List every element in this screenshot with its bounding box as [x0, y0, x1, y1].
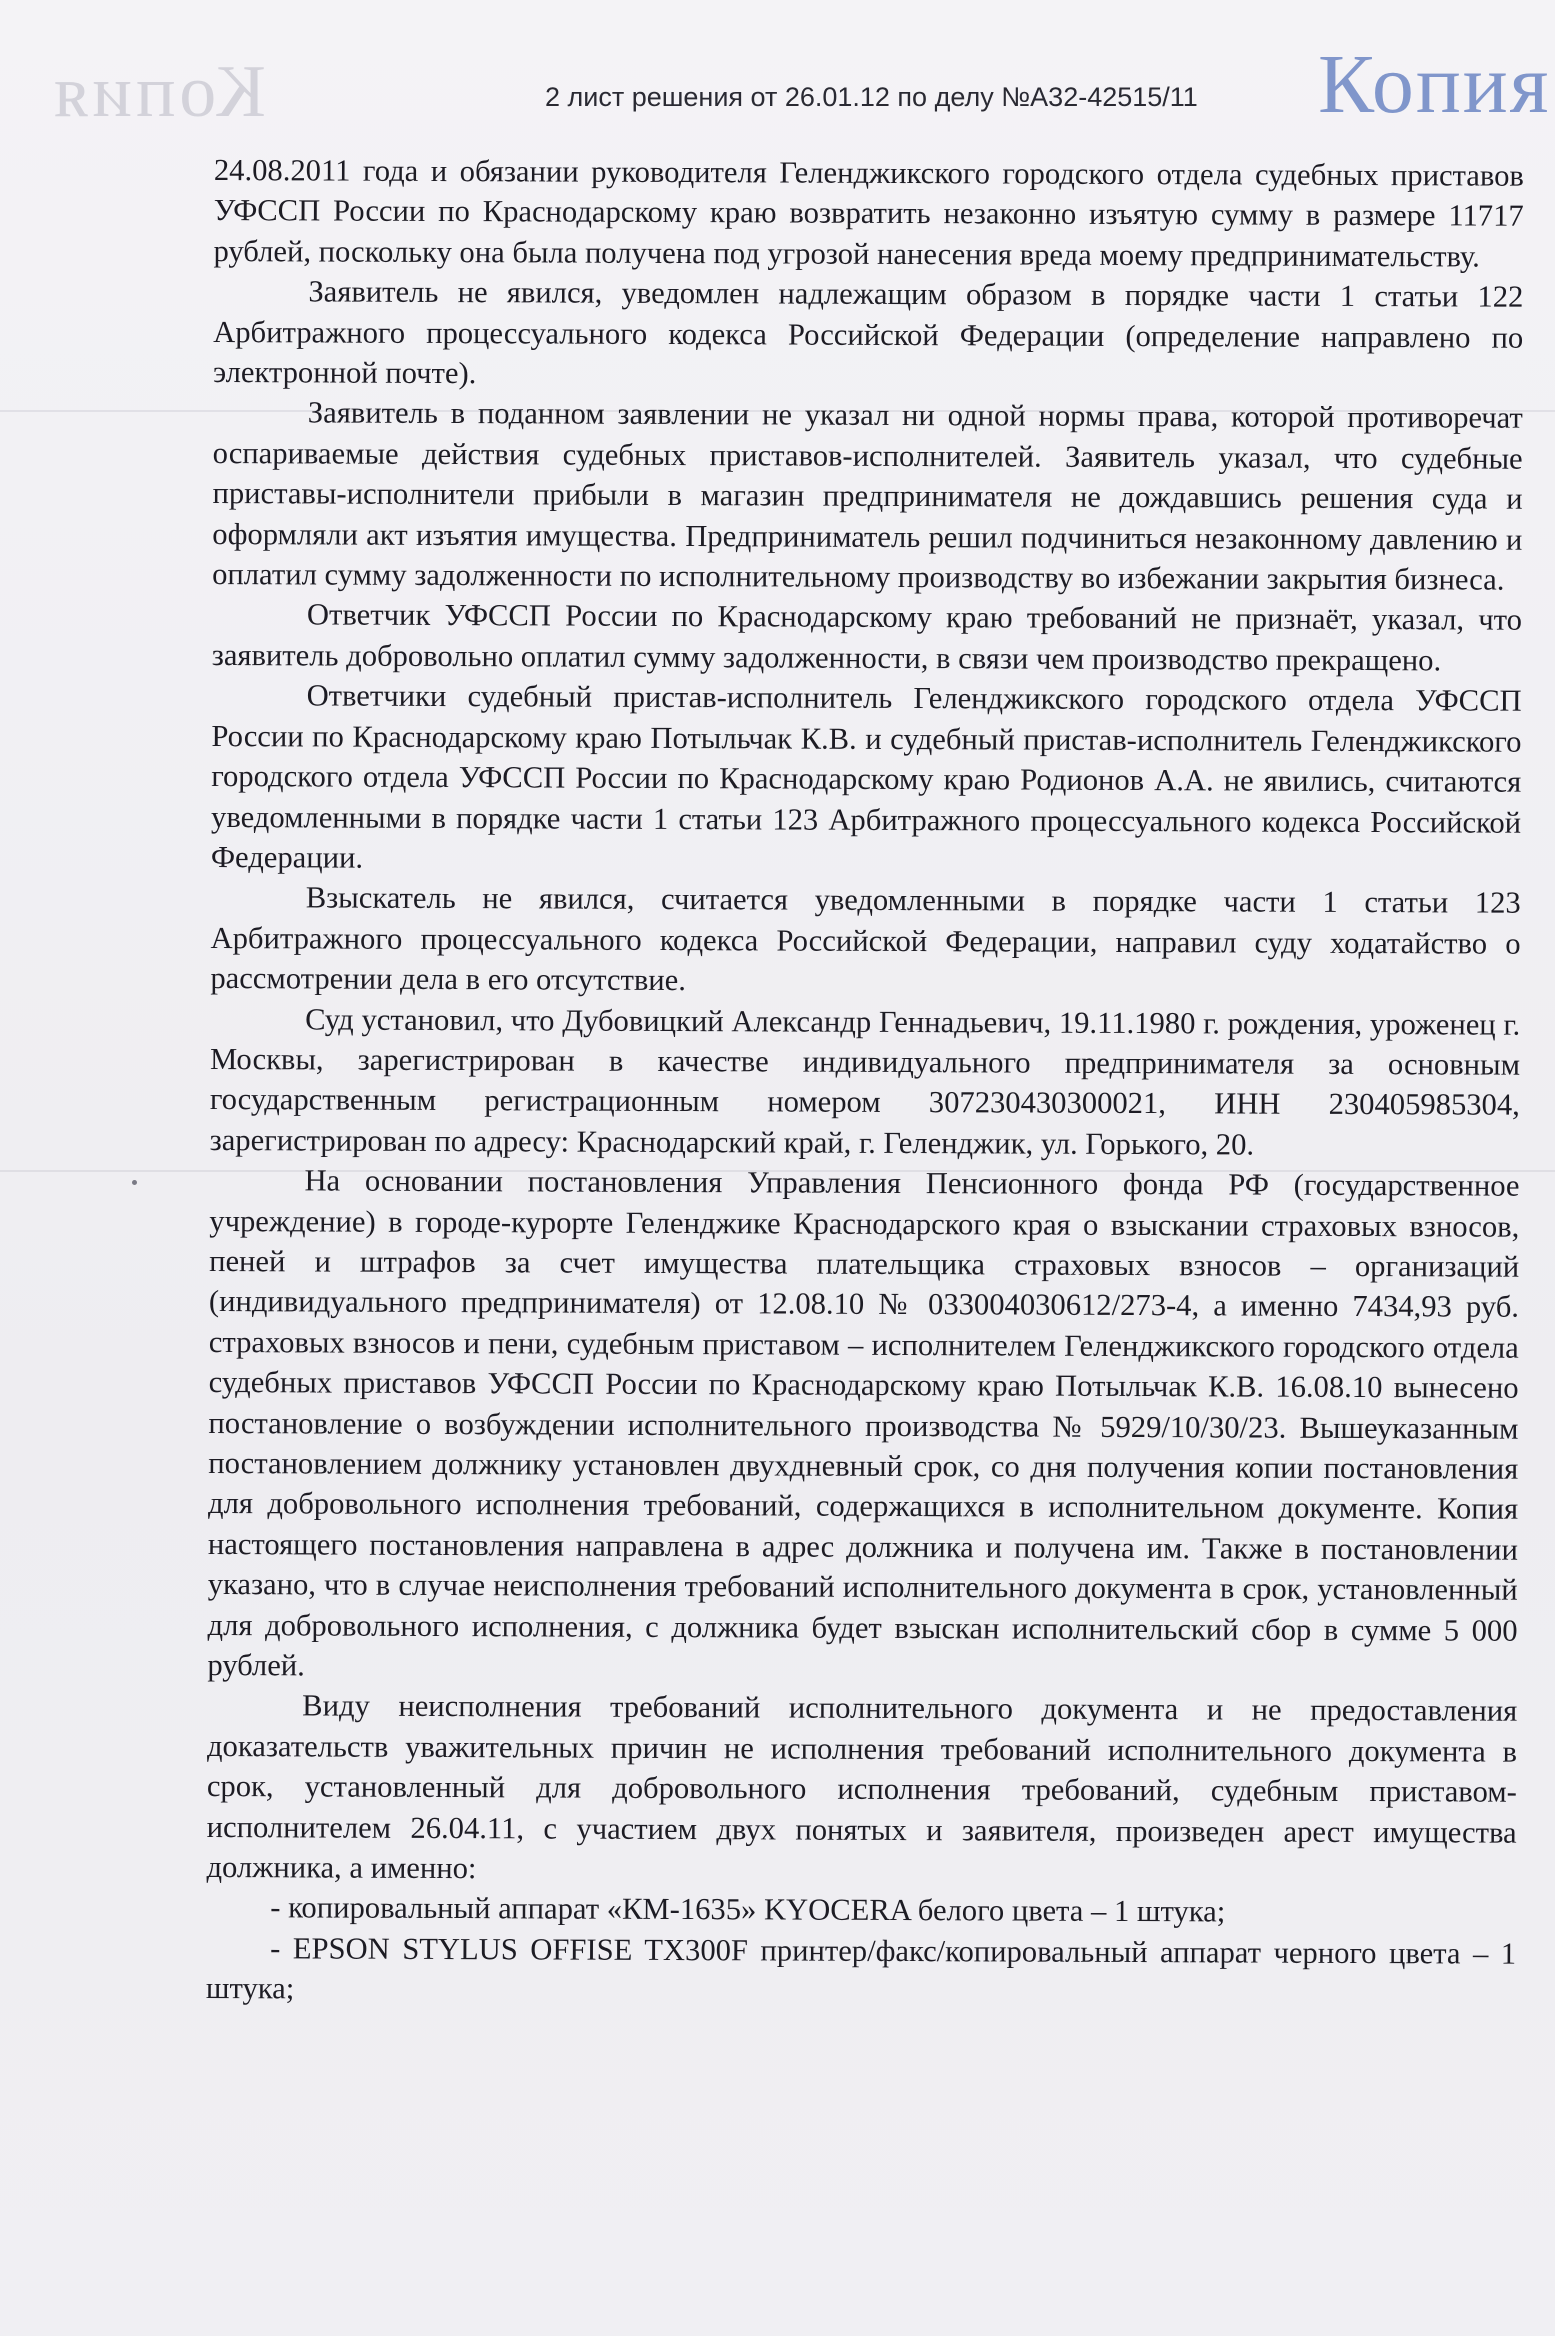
paragraph-property-arrest: Виду неисполнения требований исполнительного документа и не предоставления доказательств уважительных причин не исполнения требований исполнительного документа в срок, установленный для добровольного исполнения требований, судебным приставом-исполнителем 26.04.11, с участием двух понятых и заявителя, произведен арест имущества должника, а именно: — [206, 1688, 1518, 1886]
margin-dot — [132, 1180, 137, 1185]
paragraph-respondent-position: Ответчик УФССП России по Краснодарскому краю требований не признаёт, указал, что заявитель добровольно оплатил сумму задолженности, в связи чем производство прекращено. — [211, 597, 1523, 678]
paragraph-applicant-claims: Заявитель в поданном заявлении не указал ни одной нормы права, которой противоречат оспариваемые действия судебных приставов-исполнителей. Заявитель указал, что судебные приставы-исполнители прибыли в магазин предпринимателя не дождавшись решения суда и оформляли акт изъятия имущества. Предприниматель решил подчиниться незаконному давлению и оплатил сумму задолженности по исполнительному производству во избежании закрытия бизнеса. — [212, 395, 1523, 597]
paragraph-claimant-absent: Взыскатель не явился, считается уведомленными в порядке части 1 статьи 123 Арбитражного процессуального кодекса Российской Федерации, направил суду ходатайство о рассмотрении дела в его отсутствие. — [210, 880, 1521, 998]
paragraph-continuation: 24.08.2011 года и обязании руководителя Геленджикского городского отдела судебных приставов УФССП России по Краснодарскому краю возвратить незаконно изъятую сумму в размере 11717 рублей, поскольку она была получена под угрозой нанесения вреда моему предпринимательству. — [213, 152, 1524, 274]
paragraph-applicant-absent: Заявитель не явился, уведомлен надлежащим образом в порядке части 1 статьи 122 Арбитражного процессуального кодекса Российской Федерации (определение направлено по электронной почте). — [212, 274, 1524, 391]
paragraph-respondents-absent: Ответчики судебный пристав-исполнитель Геленджикского городского отдела УФССП России по Краснодарскому краю Потыльчак К.В. и судебный пристав-исполнитель Геленджикского городского отдела УФССП России по Краснодарскому краю Родионов А.А. не явились, считаются уведомленными в порядке части 1 статьи 123 Арбитражного процессуального кодекса Российской Федерации. — [210, 678, 1522, 875]
list-item-printer: - EPSON STYLUS OFFISE TX300F принтер/факс/копировальный аппарат черного цвета – 1 штука; — [205, 1931, 1517, 2006]
paragraph-court-established: Суд установил, что Дубовицкий Александр Геннадьевич, 19.11.1980 г. рождения, уроженец г. Москвы, зарегистрирован в качестве индивидуального предпринимателя за основным государственным регистрационным номером 307230430300021, ИНН 230405985304, зарегистрирован по адресу: Краснодарский край, г. Геленджик, ул. Горького, 20. — [209, 1001, 1521, 1162]
list-item-copier: - копировальный аппарат «КМ-1635» KYOCERA белого цвета – 1 штука; — [270, 1890, 1226, 1929]
bleed-through-text: Копия — [50, 51, 266, 133]
copy-stamp: Копия — [1318, 38, 1551, 131]
page-header: 2 лист решения от 26.01.12 по делу №А32-42515/11 — [545, 82, 1198, 112]
paragraph-enforcement-basis: На основании постановления Управления Пенсионного фонда РФ (государственное учреждение) в городе-курорте Геленджике Краснодарского края о взыскании страховых взносов, пеней и штрафов за счет имущества плательщика страховых взносов – организаций (индивидуального предпринимателя) от 12.08.10 № 033004030612/273-4, а именно 7434,93 руб. страховых взносов и пени, судебным приставом – исполнителем Геленджикского городского отдела судебных приставов УФССП России по Краснодарскому краю Потыльчак К.В. 16.08.10 вынесено постановление о возбуждении исполнительного производства № 5929/10/30/23. Вышеуказанным постановлением должнику установлен двухдневный срок, со дня получения копии постановления для добровольного исполнения требований, содержащихся в исполнительном документе. Копия настоящего постановления направлена в адрес должника и получена им. Также в постановлении указано, что в случае неисполнения требований исполнительного документа в срок, установленный для добровольного исполнения, с должника будет взыскан исполнительский сбор в сумме 5 000 рублей. — [207, 1163, 1520, 1683]
document-body — [206, 150, 1524, 2014]
